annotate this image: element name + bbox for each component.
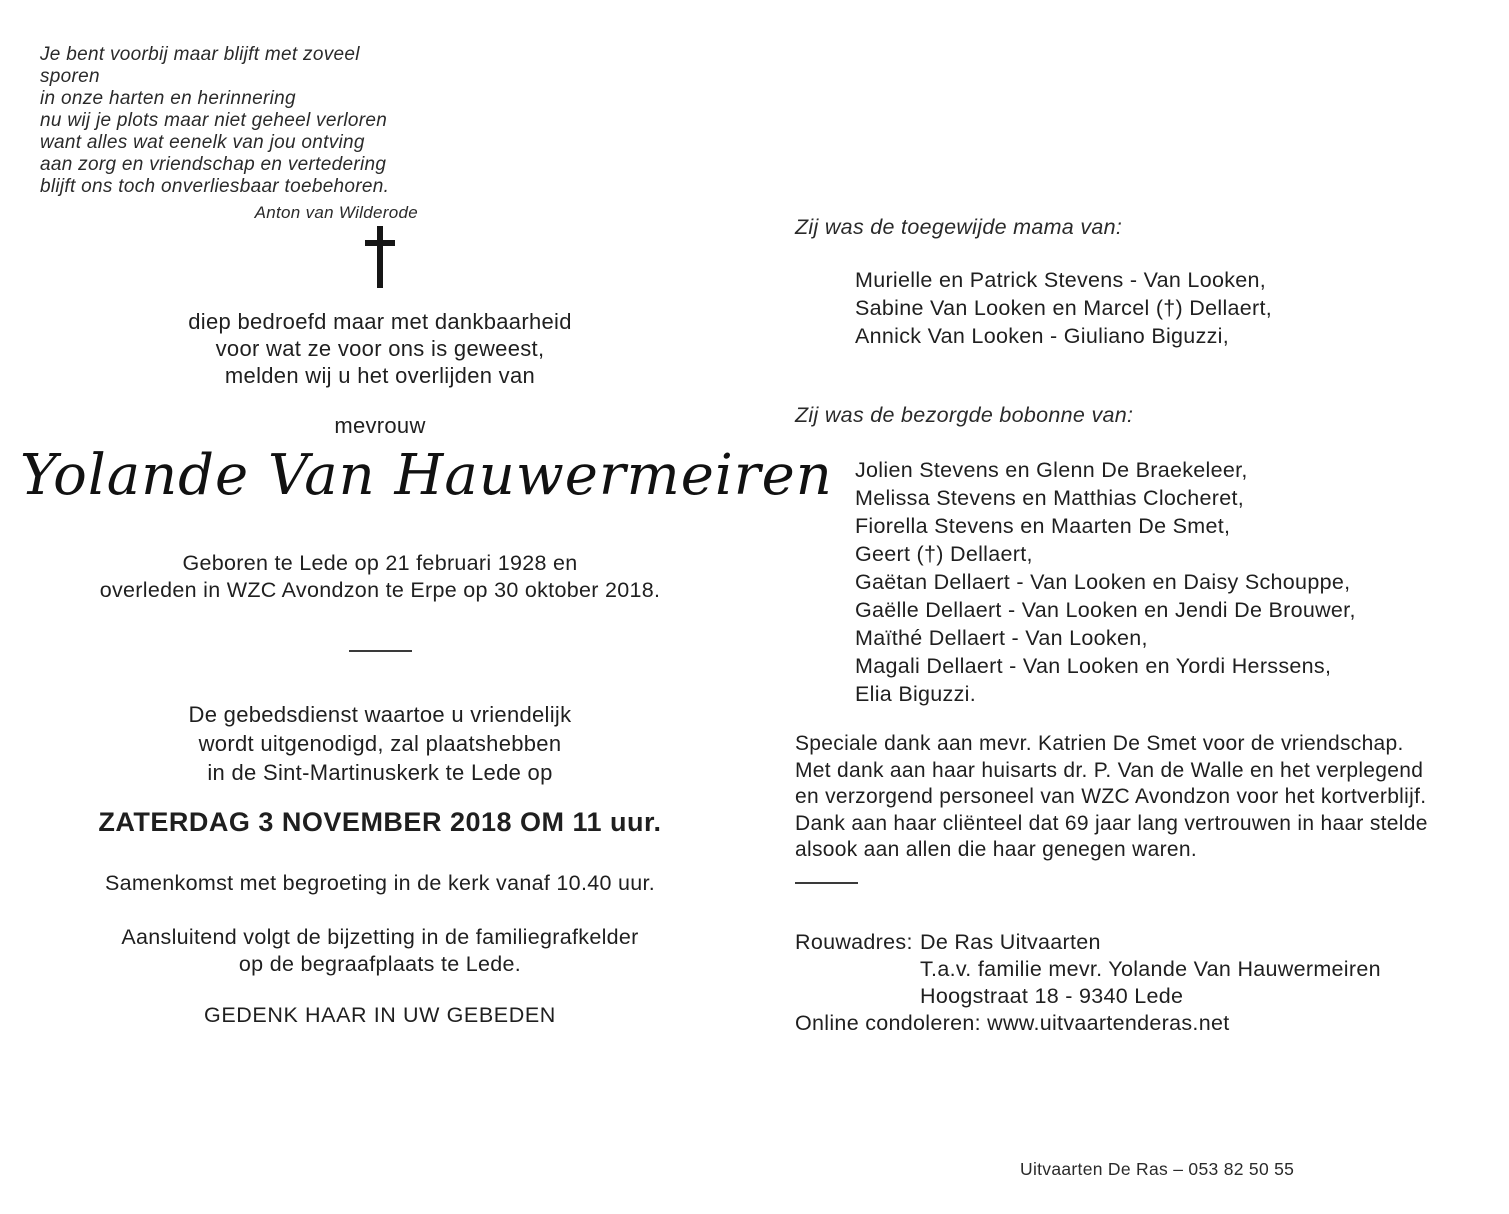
mourning-address-line: De Ras Uitvaarten [920,930,1101,954]
family-member: Gaëlle Dellaert - Van Looken en Jendi De Brouwer, [855,598,1356,622]
mama-names-list [855,266,1465,350]
funeral-home-footer: Uitvaarten De Ras – 053 82 50 55 [1020,1159,1295,1179]
service-line: De gebedsdienst waartoe u vriendelijk [188,702,572,727]
burial-line: op de begraafplaats te Lede. [238,952,522,976]
mourning-address [795,929,1465,1037]
prayer-request: GEDENK HAAR IN UW GEBEDEN [204,1003,556,1027]
section-divider [349,650,412,652]
announcement-line: diep bedroefd maar met dankbaarheid [188,309,572,334]
burial-info [40,924,720,978]
section-divider [795,882,858,884]
thanks-line: Dank aan haar cliënteel dat 69 jaar lang vertrouwen in haar stelde [795,811,1428,835]
life-dates-line: overleden in WZC Avondzon te Erpe op 30 oktober 2018. [99,578,661,602]
cross-icon [363,226,397,288]
service-line: wordt uitgenodigd, zal plaatshebben [198,731,562,756]
thanks-line: alsook aan allen die haar genegen waren. [795,838,1197,861]
online-condolence-line: Online condoleren: www.uitvaartenderas.net [795,1011,1230,1035]
service-line: in de Sint-Martinuskerk te Lede op [207,760,553,785]
family-member: Sabine Van Looken en Marcel (†) Dellaert, [855,296,1273,320]
family-member: Melissa Stevens en Matthias Clocheret, [855,486,1245,510]
bobonne-names-list [855,456,1465,708]
poem-line: blijft ons toch onverliesbaar toebehoren. [40,176,390,197]
title-prefix: mevrouw [334,413,426,438]
family-member: Annick Van Looken - Giuliano Biguzzi, [855,324,1230,348]
death-announcement [40,308,720,389]
cross-icon-wrap [40,226,720,293]
family-member: Fiorella Stevens en Maarten De Smet, [855,514,1231,538]
family-member: Gaëtan Dellaert - Van Looken en Daisy Schouppe, [855,570,1351,594]
memorial-poem [40,44,418,224]
bobonne-section-heading: Zij was de bezorgde bobonne van: [795,403,1134,427]
family-member: Geert (†) Dellaert, [855,542,1033,566]
announcement-line: voor wat ze voor ons is geweest, [215,336,545,361]
thanks-line: Speciale dank aan mevr. Katrien De Smet voor de vriendschap. [795,732,1404,755]
poem-line: want alles wat eenelk van jou ontving [40,132,365,153]
mama-section-heading: Zij was de toegewijde mama van: [795,215,1123,239]
burial-line: Aansluitend volgt de bijzetting in de familiegrafkelder [121,925,639,949]
life-dates-line: Geboren te Lede op 21 februari 1928 en [182,551,578,575]
poem-line: aan zorg en vriendschap en vertedering [40,154,387,175]
family-member: Murielle en Patrick Stevens - Van Looken, [855,268,1267,292]
mourning-address-line: Hoogstraat 18 - 9340 Lede [920,984,1184,1008]
announcement-line: melden wij u het overlijden van [224,363,536,388]
family-member: Maïthé Dellaert - Van Looken, [855,626,1148,650]
acknowledgements [795,731,1465,864]
thanks-line: en verzorgend personeel van WZC Avondzon voor het kortverblijf. [795,785,1427,808]
service-details [40,700,720,787]
gathering-info: Samenkomst met begroeting in de kerk vanaf 10.40 uur. [104,871,656,895]
poem-line: in onze harten en herinnering [40,88,296,109]
thanks-line: Met dank aan haar huisarts dr. P. Van de Walle en het verplegend [795,758,1424,782]
family-member: Elia Biguzzi. [855,682,977,706]
poem-line: Je bent voorbij maar blijft met zoveel sporen [40,44,360,87]
deceased-name: Yolande Van Hauwermeiren [20,443,833,508]
mourning-address-label: Rouwadres: [795,930,913,954]
family-member: Jolien Stevens en Glenn De Braekeleer, [855,458,1248,482]
life-dates [40,550,720,604]
family-member: Magali Dellaert - Van Looken en Yordi Herssens, [855,654,1332,678]
poem-attribution: Anton van Wilderode [254,203,418,222]
service-datetime: ZATERDAG 3 NOVEMBER 2018 OM 11 uur. [98,807,662,837]
poem-line: nu wij je plots maar niet geheel verloren [40,110,388,131]
mourning-address-line: T.a.v. familie mevr. Yolande Van Hauwermeiren [920,957,1381,981]
